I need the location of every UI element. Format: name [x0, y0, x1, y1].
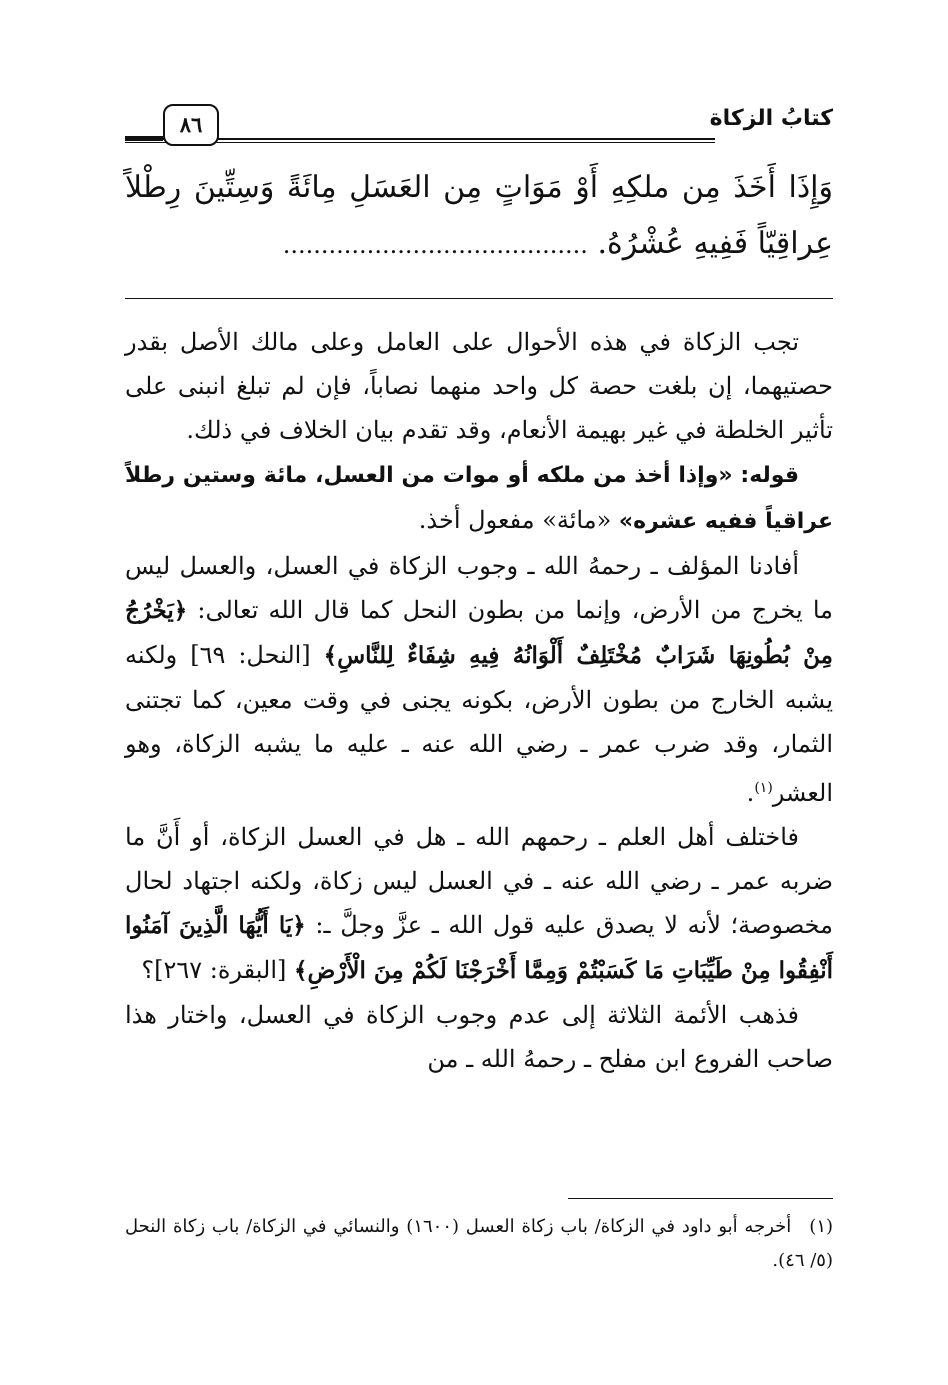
paragraph-3-end: . [746, 779, 755, 807]
matn-text [125, 160, 833, 273]
qawluhu-heading: قوله: «وإذا أخذ من ملكه أو موات من العسل، مائة وستين رطلاً عراقياً ففيه عشره» [125, 463, 833, 534]
footnote-text: أخرجه أبو داود في الزكاة/ باب زكاة العسل (١٦٠٠) والنسائي في الزكاة/ باب زكاة النحل (٥/ ٤٦). [125, 1216, 833, 1271]
paragraph-5 [125, 993, 833, 1081]
page-header [125, 100, 833, 150]
matn-separator [125, 298, 833, 299]
footnote-number: (١) [809, 1216, 834, 1237]
paragraph-3 [125, 544, 833, 815]
paragraph-1 [125, 320, 833, 452]
paragraph-2 [125, 452, 833, 544]
page-number: ٨٦ [163, 104, 219, 146]
paragraph-3-b: [النحل: ٦٩] ولكنه يشبه الخارج من بطون الأرض، بكونه يجنى في وقت معين، كما تجتنى الثمار، وقد ضرب عمر ـ رضي الله عنه ـ عليه ما يشبه الزكاة، وهو العشر [125, 641, 833, 807]
commentary [125, 320, 833, 1081]
paragraph-2-rest: «مائة» مفعول أخذ. [418, 506, 619, 534]
paragraph-3-a: أفادنا المؤلف ـ رحمهُ الله ـ وجوب الزكاة في العسل، والعسل ليس ما يخرج من الأرض، وإنما من بطون النحل كما قال الله تعالى: [125, 552, 833, 624]
paragraph-4 [125, 815, 833, 993]
paragraph-5-text: فذهب الأئمة الثلاثة إلى عدم وجوب الزكاة في العسل، واختار هذا صاحب الفروع ابن مفلح ـ رحمهُ الله ـ من [125, 1001, 833, 1073]
quran-verse-baqara: ﴿يَا أَيُّهَا الَّذِينَ آمَنُوا أَنْفِقُوا مِنْ طَيِّبَاتِ مَا كَسَبْتُمْ وَمِمَّا أَخْرَجْنَا لَكُمْ مِنَ الْأَرْضِ﴾ [125, 912, 833, 984]
paragraph-1-text: تجب الزكاة في هذه الأحوال على العامل وعلى مالك الأصل بقدر حصتيهما، إن بلغت حصة كل واحد منهما نصاباً، فإن لم تبلغ انبنى على تأثير الخلطة في غير بهيمة الأنعام، وقد تقدم بيان الخلاف في ذلك. [125, 328, 833, 444]
matn-dots: ........................................ [282, 231, 588, 259]
header-rule-tail [125, 136, 163, 141]
matn-sentence: وَإِذَا أَخَذَ مِن ملكِهِ أَوْ مَوَاتٍ مِن العَسَلِ مِائَةً وَسِتِّينَ رِطْلاً عِراقِيّاً فَفِيهِ عُشْرُهُ. [125, 170, 833, 261]
paragraph-4-a: فاختلف أهل العلم ـ رحمهم الله ـ هل في العسل الزكاة، أو أَنَّ ما ضربه عمر ـ رضي الله عنه ـ في العسل ليس زكاة، ولكنه اجتهاد لحال مخصوصة؛ لأنه لا يصدق عليه قول الله ـ عزَّ وجلَّ ـ: [125, 823, 833, 939]
paragraph-4-b: [البقرة: ٢٦٧]؟ [141, 956, 294, 984]
footnote-ref-1: (١) [754, 780, 773, 796]
book-title: كتابُ الزكاة [709, 106, 833, 131]
quran-verse-nahl: ﴿يَخْرُجُ مِنْ بُطُونِهَا شَرَابٌ مُخْتَلِفٌ أَلْوَانُهُ فِيهِ شِفَاءٌ لِلنَّاسِ﴾ [125, 597, 833, 669]
footnote [125, 1210, 833, 1278]
footnote-rule [568, 1198, 833, 1199]
